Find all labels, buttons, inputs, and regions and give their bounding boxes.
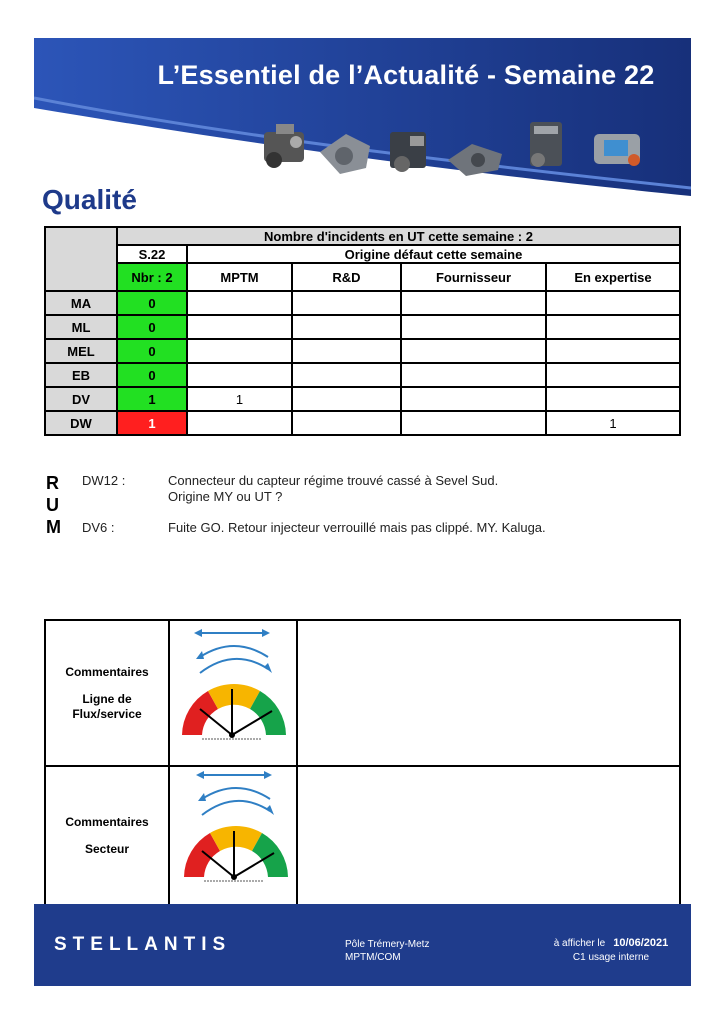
table-cell (546, 363, 680, 387)
table-cell (546, 339, 680, 363)
gauge-cell (170, 621, 298, 765)
table-cell (292, 387, 401, 411)
footer-classification: C1 usage interne (572, 952, 650, 963)
comments-box-secteur (44, 765, 681, 907)
table-cell (401, 387, 546, 411)
section-title: Qualité (42, 184, 137, 215)
header-banner (34, 38, 691, 196)
origin-label: Origine défaut cette semaine (187, 245, 680, 263)
row-count: 1 (117, 387, 187, 411)
rum-letter: U (46, 495, 59, 515)
comments-title: Commentaires (65, 664, 149, 679)
footer-dept: MPTM/COM (345, 952, 401, 963)
row-label: DV (45, 387, 117, 411)
row-count: 0 (117, 291, 187, 315)
row-count: 0 (117, 339, 187, 363)
rum-code: DW12 : (82, 473, 126, 488)
comments-subtitle: Secteur (84, 842, 130, 856)
row-label: EB (45, 363, 117, 387)
footer-site: Pôle Trémery-Metz (345, 939, 430, 950)
table-cell (546, 387, 680, 411)
footer-display-info (546, 936, 676, 965)
column-header: En expertise (546, 263, 680, 291)
incident-table (44, 226, 681, 436)
row-count: 0 (117, 363, 187, 387)
rum-letter: R (46, 473, 59, 493)
table-row (45, 363, 680, 387)
gauge-icon (170, 621, 298, 767)
table-cell (401, 315, 546, 339)
rum-line: Connecteur du capteur régime trouvé cassé à Sevel Sud. (168, 473, 499, 488)
table-cell (546, 315, 680, 339)
table-row (45, 339, 680, 363)
table-cell (546, 291, 680, 315)
electric-motor-image (588, 120, 646, 178)
gauge-cell (170, 767, 298, 905)
rum-line: Fuite GO. Retour injecteur verrouillé mais pas clippé. MY. Kaluga. (168, 520, 546, 535)
table-cell: 1 (546, 411, 680, 435)
comments-label (46, 621, 170, 765)
comments-subtitle: Ligne de Flux/service (72, 691, 142, 721)
page-title: L’Essentiel de l’Actualité - Semaine 22 (157, 60, 655, 90)
row-label: ML (45, 315, 117, 339)
engine-image (518, 116, 576, 174)
table-row (45, 411, 680, 435)
row-count: 1 (117, 411, 187, 435)
column-header: Fournisseur (401, 263, 546, 291)
table-cell: 1 (187, 387, 292, 411)
column-header: MPTM (187, 263, 292, 291)
comments-box-flux (44, 619, 681, 767)
gauge-icon (170, 767, 298, 907)
rum-letters (46, 472, 61, 538)
comments-label (46, 767, 170, 905)
nbr-total: Nbr : 2 (117, 263, 187, 291)
comments-title: Commentaires (65, 815, 149, 829)
table-row (45, 291, 680, 315)
gearbox-image (316, 124, 374, 182)
footer-display-date: 10/06/2021 (613, 937, 669, 949)
rum-line: Origine MY ou UT ? (168, 489, 283, 504)
table-row (45, 387, 680, 411)
table-cell (292, 411, 401, 435)
row-count: 0 (117, 315, 187, 339)
table-cell (401, 411, 546, 435)
engine-image (256, 118, 314, 176)
table-cell (187, 315, 292, 339)
table-title: Nombre d'incidents en UT cette semaine : 2 (117, 227, 680, 245)
table-cell (187, 411, 292, 435)
table-corner (45, 227, 117, 291)
engine-image (380, 122, 438, 180)
table-row (45, 315, 680, 339)
table-cell (187, 363, 292, 387)
rum-text (168, 520, 546, 536)
week-label: S.22 (117, 245, 187, 263)
column-header: R&D (292, 263, 401, 291)
footer (34, 904, 691, 986)
table-cell (401, 339, 546, 363)
row-label: MA (45, 291, 117, 315)
table-cell (401, 363, 546, 387)
table-cell (187, 291, 292, 315)
footer-site-info (345, 938, 429, 964)
rum-letter: M (46, 517, 61, 537)
footer-display-label: à afficher le (553, 938, 606, 949)
row-label: DW (45, 411, 117, 435)
table-cell (292, 339, 401, 363)
table-cell (292, 315, 401, 339)
stellantis-logo: STELLANTIS (54, 934, 232, 955)
table-cell (292, 291, 401, 315)
rum-text (168, 473, 498, 505)
row-label: MEL (45, 339, 117, 363)
table-cell (187, 339, 292, 363)
table-cell (292, 363, 401, 387)
rum-code: DV6 : (82, 520, 115, 535)
table-cell (401, 291, 546, 315)
gearbox-image (446, 130, 504, 188)
